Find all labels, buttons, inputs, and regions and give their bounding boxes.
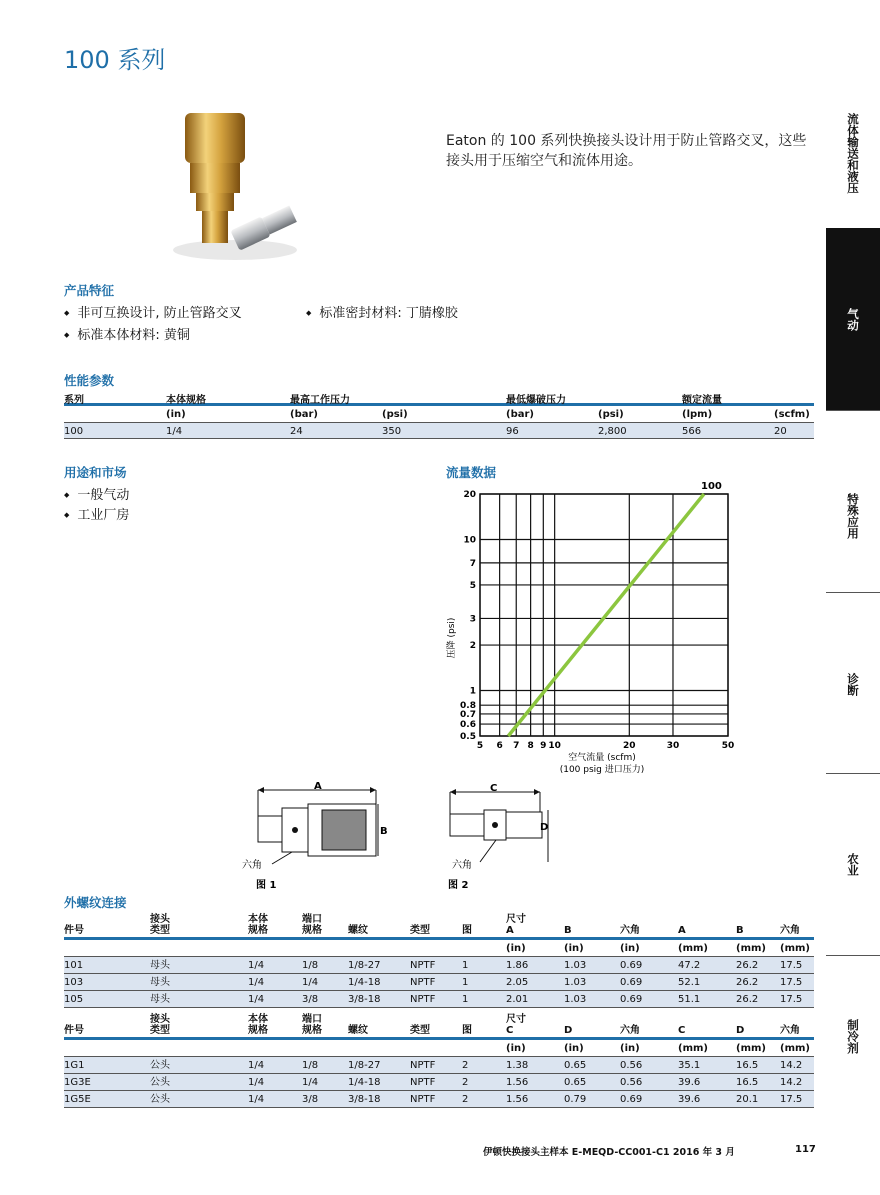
side-tab[interactable]	[826, 773, 880, 955]
cell: 52.1	[678, 977, 701, 988]
cell: NPTF	[410, 1094, 436, 1105]
unit-label: (mm)	[678, 943, 708, 954]
cell: 0.69	[620, 977, 643, 988]
cell: 1.56	[506, 1094, 529, 1105]
figure-1-drawing	[240, 780, 400, 892]
perf-unit: (bar)	[290, 409, 318, 420]
cell: 16.5	[736, 1077, 759, 1088]
x-tick-label: 8	[527, 741, 534, 751]
y-tick-label: 0.8	[460, 701, 476, 712]
cell: 1	[462, 977, 469, 988]
cell: 1G5E	[64, 1094, 91, 1105]
units-row	[64, 1040, 814, 1057]
x-axis-sublabel: (100 psig 进口压力)	[559, 765, 645, 775]
unit-label: (mm)	[780, 1043, 810, 1054]
column-header: 端口 规格	[302, 914, 322, 936]
performance-table	[64, 390, 814, 439]
dim-d-label: D	[540, 822, 549, 833]
column-header: D	[736, 1025, 745, 1036]
cell: 20.1	[736, 1094, 759, 1105]
y-tick-label: 0.6	[460, 720, 476, 731]
cell: 0.79	[564, 1094, 587, 1105]
side-tab-label: 制冷剂	[846, 1019, 860, 1054]
cell: 公头	[150, 1060, 170, 1071]
y-axis-label: 压降 (psi)	[447, 617, 457, 659]
cell: 1/4	[248, 977, 265, 988]
y-tick-label: 2	[469, 641, 476, 652]
cell: 3/8-18	[348, 994, 381, 1005]
side-tab-label: 气动	[846, 307, 860, 331]
cell: 1.38	[506, 1060, 529, 1071]
cell: 1/8	[302, 1060, 319, 1071]
cell: 16.5	[736, 1060, 759, 1071]
cell: 1G3E	[64, 1077, 91, 1088]
y-tick-label: 20	[463, 490, 476, 500]
figure-1-label: 图 1	[256, 880, 277, 891]
cell: 17.5	[780, 960, 803, 971]
column-header: 尺寸 C	[506, 1014, 526, 1036]
cell: 17.5	[780, 977, 803, 988]
flow-chart	[440, 478, 750, 778]
column-header: 本体 规格	[248, 1014, 268, 1036]
table-row	[64, 1074, 814, 1091]
unit-label: (in)	[564, 1043, 584, 1054]
unit-label: (in)	[564, 943, 584, 954]
cell: 26.2	[736, 994, 759, 1005]
x-tick-label: 50	[721, 741, 735, 751]
cell: 1/8-27	[348, 1060, 381, 1071]
dim-a-label: A	[314, 781, 322, 792]
table-row	[64, 991, 814, 1008]
x-tick-label: 6	[496, 741, 503, 751]
units-row	[64, 940, 814, 957]
perf-header: 额定流量	[682, 395, 722, 406]
side-tab[interactable]	[826, 596, 880, 773]
unit-label: (mm)	[736, 943, 766, 954]
cell: 1/4	[166, 426, 183, 437]
cell: 3/8	[302, 994, 319, 1005]
cell: 26.2	[736, 977, 759, 988]
column-header: 图	[462, 1025, 472, 1036]
hex-label: 六角	[452, 860, 472, 871]
column-header: B	[564, 925, 572, 936]
cell: 1/4	[248, 994, 265, 1005]
side-tab-label: 诊断	[846, 673, 860, 696]
cell: 0.56	[620, 1060, 643, 1071]
column-header: 六角	[780, 1025, 800, 1036]
cell: 14.2	[780, 1060, 803, 1071]
cell: 2	[462, 1060, 469, 1071]
y-tick-label: 0.5	[460, 732, 476, 742]
cell: 1/4-18	[348, 977, 381, 988]
y-tick-label: 0.7	[460, 709, 476, 720]
cell: 26.2	[736, 960, 759, 971]
intro-text: Eaton 的 100 系列快换接头设计用于防止管路交叉，这些接头用于压缩空气和流体用途。	[446, 133, 807, 169]
cell: 0.69	[620, 994, 643, 1005]
y-tick-label: 5	[469, 580, 476, 591]
side-tab[interactable]	[826, 440, 880, 592]
cell: 566	[682, 426, 702, 437]
cell: 公头	[150, 1094, 170, 1105]
table-row	[64, 1057, 814, 1074]
cell: 105	[64, 994, 84, 1005]
side-tab-label: 农业	[846, 852, 860, 876]
cell: 96	[506, 426, 519, 437]
table-row	[64, 957, 814, 974]
column-header: A	[678, 925, 686, 936]
column-header: 本体 规格	[248, 914, 268, 936]
applications-heading: 用途和市场	[64, 465, 127, 480]
column-header: 端口 规格	[302, 1014, 322, 1036]
cell: 39.6	[678, 1077, 701, 1088]
side-tab[interactable]	[826, 228, 880, 410]
unit-label: (in)	[506, 943, 526, 954]
cell: 1/4	[248, 1077, 265, 1088]
x-tick-label: 9	[540, 741, 547, 751]
perf-unit: (psi)	[382, 409, 408, 420]
unit-label: (mm)	[780, 943, 810, 954]
dim-b-label: B	[380, 826, 388, 837]
application-item: ◆ 工业厂房	[64, 504, 129, 523]
cell: 2	[462, 1094, 469, 1105]
cell: 1.56	[506, 1077, 529, 1088]
side-tab[interactable]	[826, 955, 880, 1118]
column-header: D	[564, 1025, 573, 1036]
column-header: 六角	[780, 925, 800, 936]
cell: 1.03	[564, 960, 587, 971]
table-header	[64, 908, 814, 940]
cell: 母头	[150, 994, 170, 1005]
cell: 2.05	[506, 977, 529, 988]
x-tick-label: 5	[476, 741, 484, 751]
cell: 母头	[150, 960, 170, 971]
column-header: 图	[462, 925, 472, 936]
perf-header: 最低爆破压力	[506, 395, 566, 406]
cell: 3/8	[302, 1094, 319, 1105]
table-row	[64, 1091, 814, 1108]
cell: NPTF	[410, 1060, 436, 1071]
flow-heading: 流量数据	[446, 465, 497, 480]
cell: 20	[774, 426, 787, 437]
cell: 2,800	[598, 426, 627, 437]
cell: 0.65	[564, 1060, 587, 1071]
column-header: 件号	[64, 1025, 84, 1036]
threads-heading: 外螺纹连接	[64, 895, 127, 910]
cell: 1	[462, 994, 469, 1005]
cell: 母头	[150, 977, 170, 988]
unit-label: (in)	[620, 943, 640, 954]
cell: 公头	[150, 1077, 170, 1088]
y-tick-label: 10	[463, 535, 476, 546]
perf-unit: (in)	[166, 409, 186, 420]
column-header: 类型	[410, 1025, 430, 1036]
cell: 0.69	[620, 960, 643, 971]
application-item: ◆ 一般气动	[64, 484, 129, 503]
perf-unit: (bar)	[506, 409, 534, 420]
cell: 1/8-27	[348, 960, 381, 971]
side-tab[interactable]	[826, 78, 880, 228]
cell: 1/4	[302, 977, 319, 988]
cell: 17.5	[780, 1094, 803, 1105]
cell: 1/4-18	[348, 1077, 381, 1088]
column-header: 类型	[410, 925, 430, 936]
y-tick-label: 7	[469, 558, 476, 569]
unit-label: (in)	[620, 1043, 640, 1054]
figure-2-drawing	[440, 780, 570, 892]
perf-unit: (scfm)	[774, 409, 810, 420]
column-header: C	[678, 1025, 686, 1036]
y-tick-label: 1	[469, 686, 476, 697]
cell: NPTF	[410, 1077, 436, 1088]
column-header: 六角	[620, 1025, 640, 1036]
cell: 2	[462, 1077, 469, 1088]
features-heading: 产品特征	[64, 283, 115, 298]
cell: 0.65	[564, 1077, 587, 1088]
feature-item: ◆ 标准本体材料: 黄铜	[64, 324, 190, 343]
x-tick-label: 20	[623, 741, 636, 751]
performance-heading: 性能参数	[64, 373, 115, 388]
unit-label: (in)	[506, 1043, 526, 1054]
cell: NPTF	[410, 960, 436, 971]
cell: NPTF	[410, 977, 436, 988]
unit-label: (mm)	[678, 1043, 708, 1054]
cell: NPTF	[410, 994, 436, 1005]
column-header: 接头 类型	[150, 914, 170, 936]
table-row	[64, 974, 814, 991]
feature-item: ◆ 非可互换设计, 防止管路交叉	[64, 302, 242, 321]
cell: 103	[64, 977, 84, 988]
page-number: 117	[795, 1144, 816, 1155]
side-divider	[826, 592, 880, 593]
page-title: 100 系列	[64, 46, 166, 74]
threads-table	[64, 908, 814, 1108]
column-header: 螺纹	[348, 925, 368, 936]
cell: 100	[64, 426, 84, 437]
cell: 2.01	[506, 994, 529, 1005]
column-header: 六角	[620, 925, 640, 936]
perf-header: 系列	[64, 395, 84, 406]
x-tick-label: 7	[513, 741, 520, 751]
column-header: 尺寸 A	[506, 914, 526, 936]
cell: 17.5	[780, 994, 803, 1005]
cell: 35.1	[678, 1060, 701, 1071]
cell: 1G1	[64, 1060, 85, 1071]
side-divider	[826, 955, 880, 956]
cell: 1/4	[248, 1094, 265, 1105]
hex-label: 六角	[242, 860, 262, 871]
cell: 1/4	[302, 1077, 319, 1088]
unit-label: (mm)	[736, 1043, 766, 1054]
cell: 0.56	[620, 1077, 643, 1088]
side-divider	[826, 773, 880, 774]
x-tick-label: 10	[548, 741, 561, 751]
x-tick-label: 30	[666, 741, 680, 751]
product-image	[160, 108, 310, 268]
perf-header: 最高工作压力	[290, 395, 350, 406]
dim-c-label: C	[490, 783, 498, 794]
side-tab-label: 流体输送和液压	[846, 112, 860, 194]
cell: 350	[382, 426, 402, 437]
side-tab-label: 特殊应用	[846, 493, 860, 539]
cell: 1.03	[564, 977, 587, 988]
cell: 101	[64, 960, 84, 971]
footer-text: 伊顿快换接头主样本 E-MEQD-CC001-C1 2016 年 3 月	[483, 1147, 735, 1158]
feature-item: ◆ 标准密封材料: 丁腈橡胶	[306, 302, 458, 321]
cell: 51.1	[678, 994, 701, 1005]
y-tick-label: 3	[469, 614, 476, 625]
cell: 1/4	[248, 960, 265, 971]
cell: 14.2	[780, 1077, 803, 1088]
cell: 1.86	[506, 960, 529, 971]
x-axis-label: 空气流量 (scfm)	[568, 753, 636, 763]
cell: 39.6	[678, 1094, 701, 1105]
perf-header: 本体规格	[166, 395, 206, 406]
cell: 3/8-18	[348, 1094, 381, 1105]
cell: 1.03	[564, 994, 587, 1005]
perf-unit: (lpm)	[682, 409, 713, 420]
cell: 24	[290, 426, 303, 437]
figure-2-label: 图 2	[448, 880, 469, 891]
table-row	[64, 423, 814, 439]
cell: 1/4	[248, 1060, 265, 1071]
column-header: 件号	[64, 925, 84, 936]
cell: 0.69	[620, 1094, 643, 1105]
table-header	[64, 1008, 814, 1040]
column-header: B	[736, 925, 744, 936]
column-header: 接头 类型	[150, 1014, 170, 1036]
cell: 1/8	[302, 960, 319, 971]
perf-unit: (psi)	[598, 409, 624, 420]
column-header: 螺纹	[348, 1025, 368, 1036]
cell: 1	[462, 960, 469, 971]
cell: 47.2	[678, 960, 701, 971]
side-divider	[826, 410, 880, 411]
series-label: 100	[701, 481, 722, 492]
